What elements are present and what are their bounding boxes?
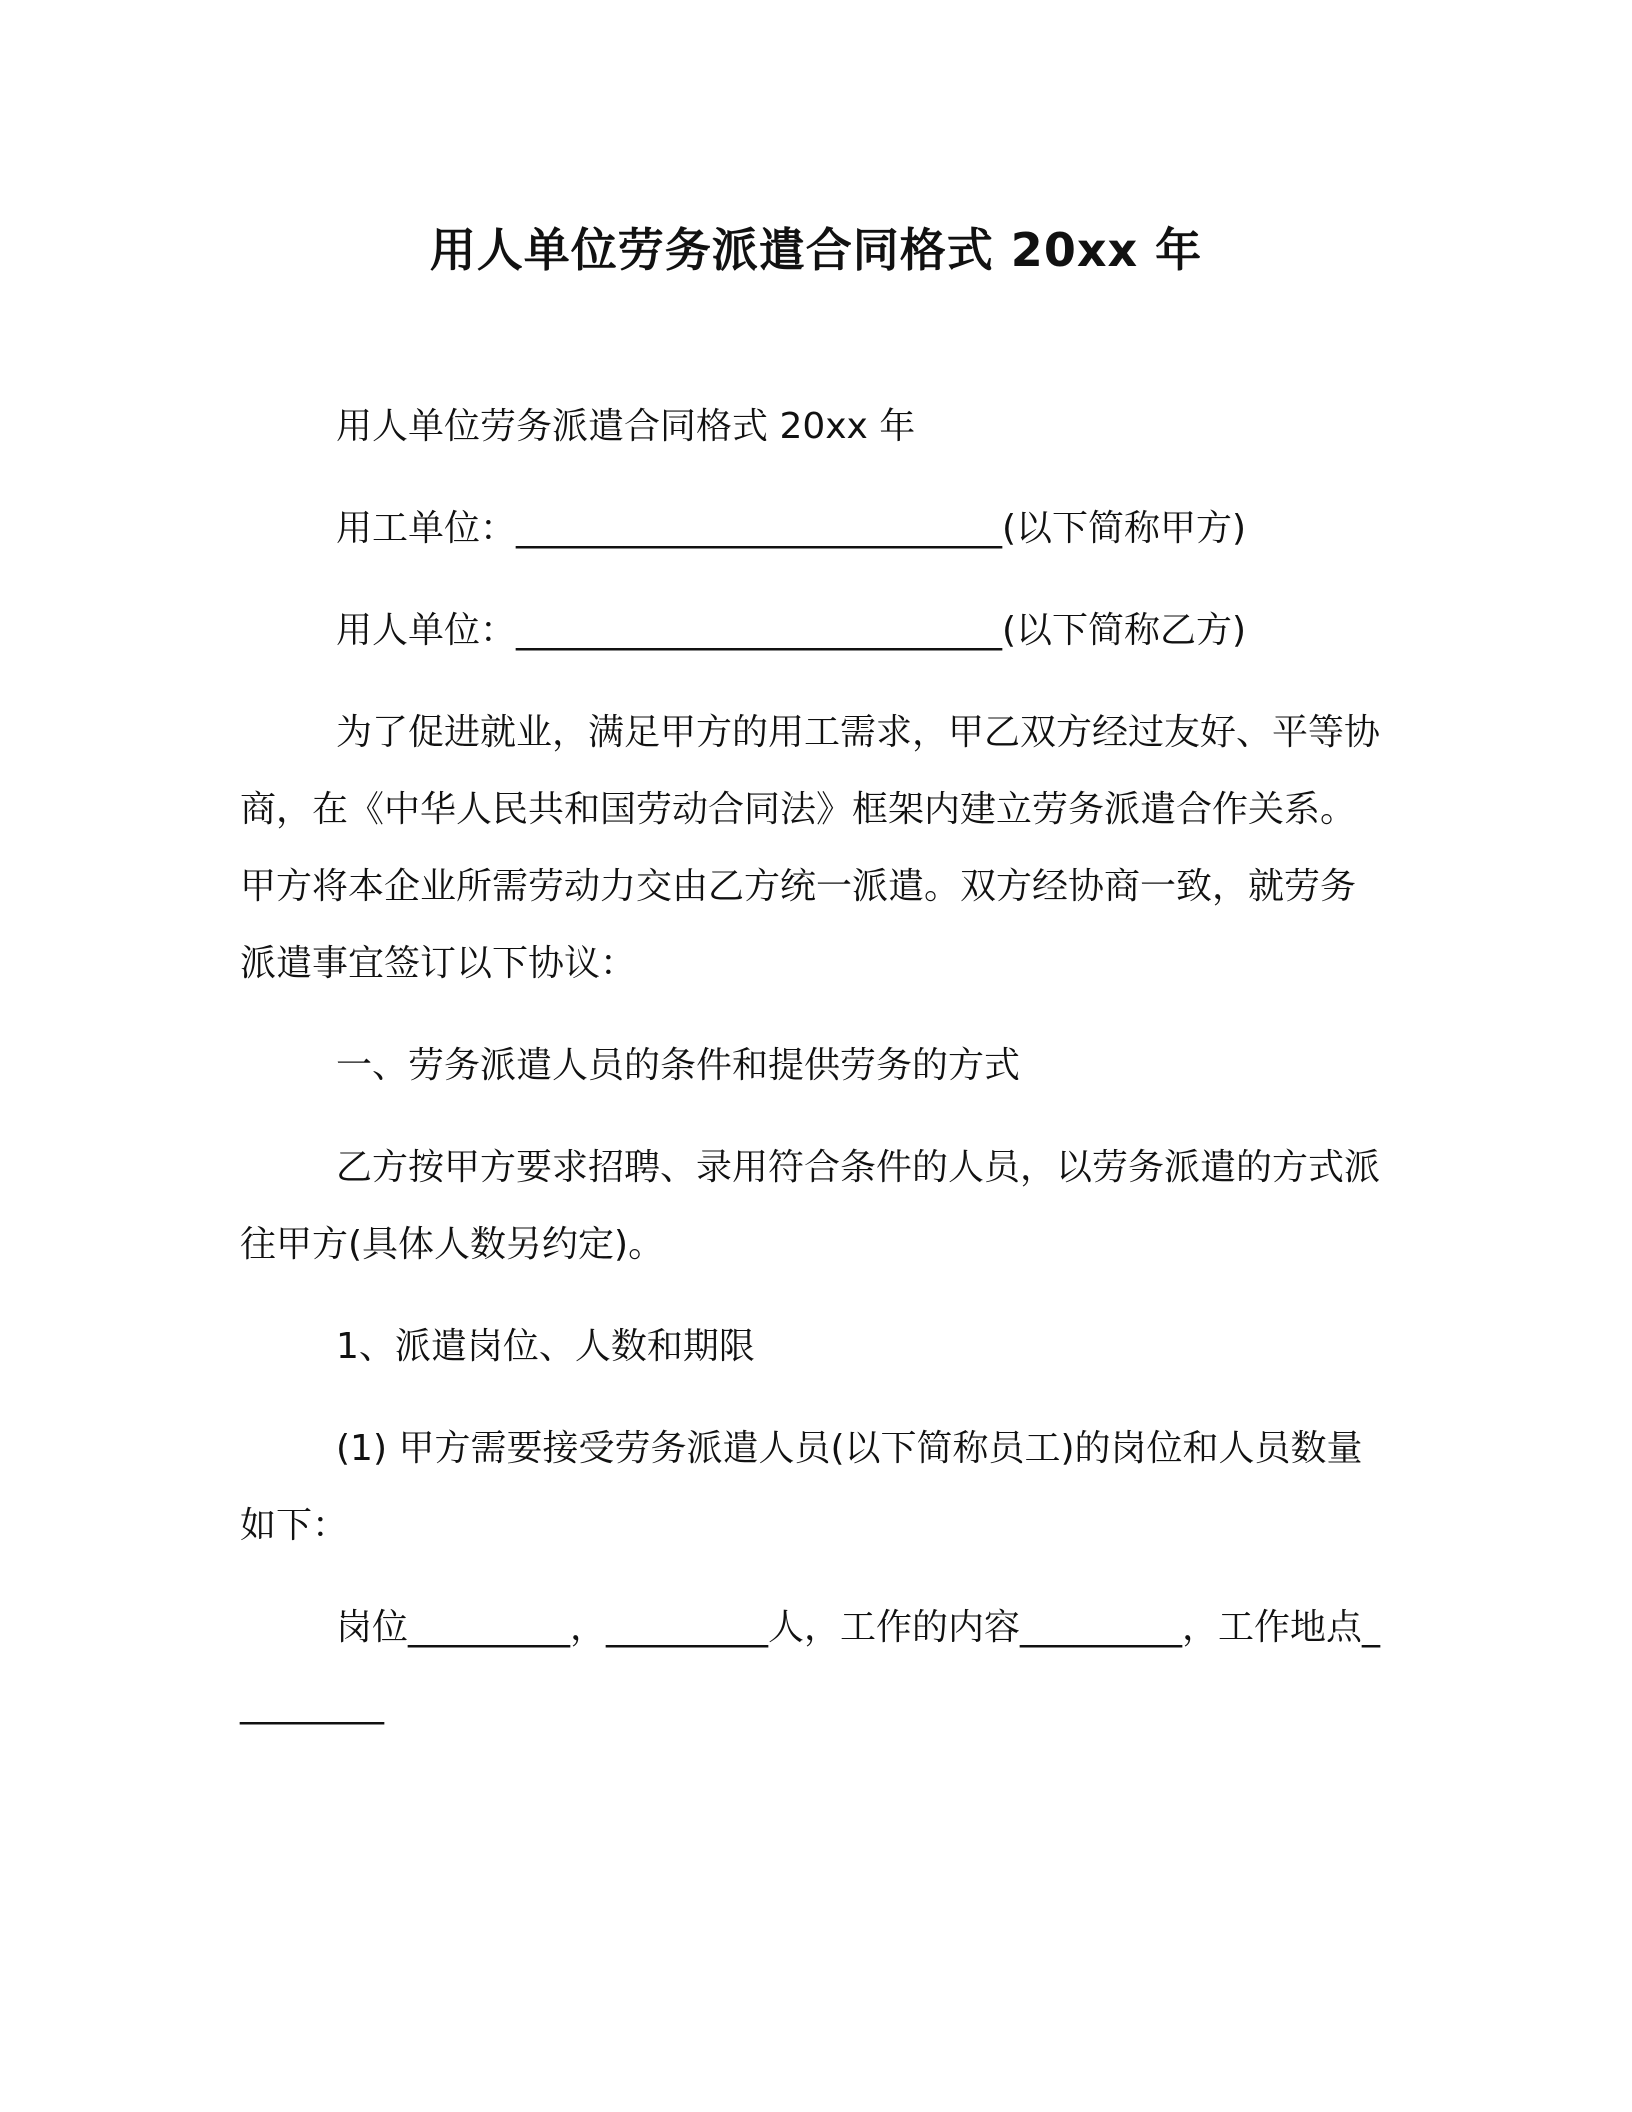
document-body	[240, 388, 1380, 1768]
subsection-heading-1: 1、派遣岗位、人数和期限	[336, 1326, 755, 1367]
position-fields-paragraph: 岗位_________，_________人，工作的内容_________，工作地点_________	[240, 1607, 1381, 1725]
dispatcher-field-line: 用人单位：___________________________(以下简称乙方)	[336, 610, 1247, 651]
preamble-paragraph: 为了促进就业，满足甲方的用工需求，甲乙双方经过友好、平等协商，在《中华人民共和国劳动合同法》框架内建立劳务派遣合作关系。甲方将本企业所需劳动力交由乙方统一派遣。双方经协商一致，就劳务派遣事宜签订以下协议：	[240, 712, 1381, 984]
subtitle-paragraph: 用人单位劳务派遣合同格式 20xx 年	[336, 406, 916, 447]
section-heading-1: 一、劳务派遣人员的条件和提供劳务的方式	[336, 1045, 1021, 1086]
clause-1-paragraph: (1) 甲方需要接受劳务派遣人员(以下简称员工)的岗位和人员数量如下：	[240, 1428, 1363, 1546]
employer-field-line: 用工单位：___________________________(以下简称甲方)	[336, 508, 1247, 549]
section-1-paragraph: 乙方按甲方要求招聘、录用符合条件的人员，以劳务派遣的方式派往甲方(具体人数另约定)。	[240, 1147, 1381, 1265]
document-title: 用人单位劳务派遣合同格式 20xx 年	[429, 223, 1203, 277]
